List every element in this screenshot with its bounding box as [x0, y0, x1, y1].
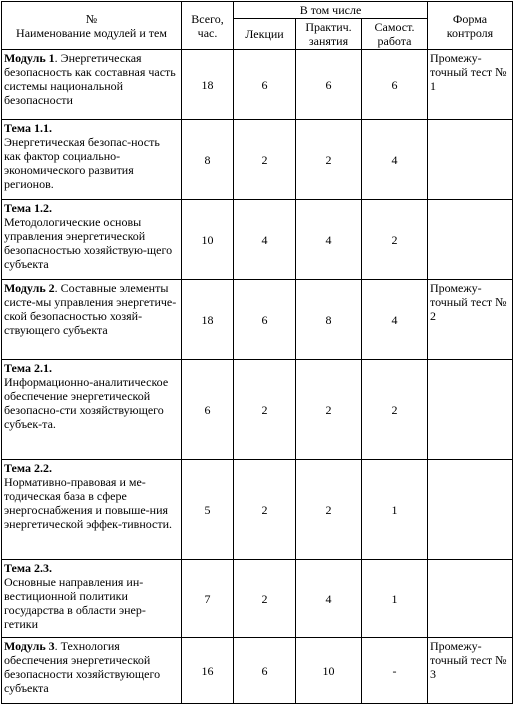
row-title: Основные направления ин-вестиционной политики государства в области энер-гетики	[4, 575, 146, 631]
table-row	[2, 460, 513, 560]
table-row	[2, 360, 513, 460]
row-total-cell	[182, 560, 234, 638]
row-lectures-cell	[234, 460, 296, 560]
table-row	[2, 50, 513, 120]
row-self-cell	[362, 460, 428, 560]
row-total-cell	[182, 638, 234, 704]
row-prefix: Тема 1.2.	[4, 201, 52, 215]
row-practice-value: 4	[325, 232, 332, 247]
row-self-value: 2	[391, 232, 398, 247]
row-practice-value: 8	[325, 312, 332, 327]
row-practice-value: 4	[325, 591, 332, 606]
row-control-cell	[428, 280, 513, 360]
row-total-value: 7	[204, 591, 211, 606]
row-control-cell	[428, 50, 513, 120]
row-lectures-cell	[234, 360, 296, 460]
row-practice-cell	[296, 460, 362, 560]
row-title: Энергетическая безопас-ность как фактор социально-экономического развития регионов.	[4, 135, 160, 191]
header-incl-cell	[234, 2, 428, 19]
row-total-value: 8	[204, 152, 211, 167]
header-practice-cell	[296, 19, 362, 50]
row-prefix: Модуль 3	[4, 639, 55, 653]
row-self-cell	[362, 360, 428, 460]
row-self-cell	[362, 560, 428, 638]
row-name-cell	[2, 638, 182, 704]
row-title: Методологические основы управления энергетической безопасностью хозяйствую-щего субъекта	[4, 215, 173, 271]
row-self-cell	[362, 120, 428, 200]
header-control-line1: Форма	[452, 11, 488, 26]
header-num-symbol: №	[85, 11, 98, 26]
row-total-cell	[182, 50, 234, 120]
row-total-value: 10	[201, 232, 214, 247]
header-self-line2: работа	[377, 34, 412, 48]
row-total-value: 16	[201, 663, 214, 678]
row-control-value: Промежу-точный тест № 1	[430, 51, 507, 93]
row-practice-value: 10	[322, 663, 335, 678]
row-control-cell	[428, 120, 513, 200]
row-lectures-cell	[234, 50, 296, 120]
header-incl: В том числе	[299, 3, 362, 17]
row-name-cell	[2, 360, 182, 460]
row-self-value: -	[392, 663, 397, 678]
row-name-cell	[2, 460, 182, 560]
row-title: . Составные элементы систе-мы управления энергетиче-ской безопасностью хозяй-ствующего субъекта	[4, 281, 177, 337]
table-row	[2, 280, 513, 360]
row-self-value: 4	[391, 312, 398, 327]
row-control-cell	[428, 200, 513, 280]
row-total-value: 18	[201, 312, 214, 327]
row-self-value: 6	[391, 77, 398, 92]
header-practice-line2: занятия	[308, 34, 349, 48]
row-name-cell	[2, 200, 182, 280]
row-total-value: 5	[204, 502, 211, 517]
row-total-cell	[182, 280, 234, 360]
row-lectures-value: 2	[261, 152, 268, 167]
row-total-cell	[182, 460, 234, 560]
header-name: Наименование модулей и тем	[16, 25, 167, 40]
row-lectures-value: 4	[261, 232, 268, 247]
row-practice-cell	[296, 280, 362, 360]
row-self-value: 4	[391, 152, 398, 167]
row-practice-cell	[296, 360, 362, 460]
row-self-cell	[362, 280, 428, 360]
row-lectures-cell	[234, 560, 296, 638]
row-total-value: 6	[204, 402, 211, 417]
row-lectures-value: 2	[261, 402, 268, 417]
row-prefix: Модуль 2	[4, 281, 55, 295]
row-practice-cell	[296, 50, 362, 120]
row-control-value: Промежу-точный тест № 3	[430, 639, 507, 681]
row-control-cell	[428, 560, 513, 638]
table-row	[2, 200, 513, 280]
row-title: Нормативно-правовая и ме-тодическая база в сфере энергоснабжения и повыше-ния энергетической эффек-тивности.	[4, 475, 173, 531]
table-row	[2, 120, 513, 200]
row-title: . Энергетическая безопасность как составная часть системы национальной безопасности	[4, 51, 176, 107]
header-name-cell	[2, 2, 182, 50]
row-total-cell	[182, 200, 234, 280]
header-self-line1: Самост.	[374, 20, 415, 34]
row-name-cell	[2, 50, 182, 120]
table-row	[2, 638, 513, 704]
row-control-value: Промежу-точный тест № 2	[430, 281, 507, 323]
header-control-line2: контроля	[446, 25, 494, 40]
row-control-cell	[428, 460, 513, 560]
row-total-cell	[182, 360, 234, 460]
header-self-cell	[362, 19, 428, 50]
row-self-value: 2	[391, 402, 398, 417]
row-prefix: Модуль 1	[4, 51, 55, 65]
row-lectures-cell	[234, 120, 296, 200]
row-self-value: 1	[391, 502, 398, 517]
row-prefix: Тема 1.1.	[4, 121, 52, 135]
row-lectures-value: 6	[261, 663, 268, 678]
row-practice-value: 2	[325, 152, 332, 167]
row-lectures-cell	[234, 280, 296, 360]
header-lectures: Лекции	[245, 27, 284, 41]
row-self-cell	[362, 638, 428, 704]
row-lectures-value: 2	[261, 502, 268, 517]
row-practice-value: 6	[325, 77, 332, 92]
row-name-cell	[2, 120, 182, 200]
row-control-cell	[428, 638, 513, 704]
header-lectures-cell	[234, 19, 296, 50]
row-practice-value: 2	[325, 402, 332, 417]
header-practice-line1: Практич.	[305, 20, 352, 34]
row-total-value: 18	[201, 77, 214, 92]
row-practice-value: 2	[325, 502, 332, 517]
curriculum-table	[1, 1, 513, 704]
row-control-cell	[428, 360, 513, 460]
row-practice-cell	[296, 200, 362, 280]
table-body	[2, 50, 513, 704]
row-self-value: 1	[391, 591, 398, 606]
row-lectures-value: 6	[261, 77, 268, 92]
row-total-cell	[182, 120, 234, 200]
row-name-cell	[2, 560, 182, 638]
row-prefix: Тема 2.3.	[4, 561, 52, 575]
row-lectures-value: 6	[261, 312, 268, 327]
row-practice-cell	[296, 638, 362, 704]
row-lectures-cell	[234, 638, 296, 704]
row-prefix: Тема 2.1.	[4, 361, 52, 375]
row-title: Информационно-аналитическое обеспечение энергетической безопасно-сти хозяйствующего субъек-та.	[4, 375, 169, 431]
header-total-line2: час.	[197, 25, 218, 40]
row-practice-cell	[296, 120, 362, 200]
row-self-cell	[362, 200, 428, 280]
header-total-cell	[182, 2, 234, 50]
header-total-line1: Всего,	[191, 11, 224, 26]
row-prefix: Тема 2.2.	[4, 461, 52, 475]
row-practice-cell	[296, 560, 362, 638]
row-lectures-value: 2	[261, 591, 268, 606]
row-lectures-cell	[234, 200, 296, 280]
header-control-cell	[428, 2, 513, 50]
table-row	[2, 560, 513, 638]
header-row	[2, 2, 513, 19]
row-title: . Технология обеспечения энергетической безопасности хозяйствующего субъекта	[4, 639, 161, 695]
row-name-cell	[2, 280, 182, 360]
row-self-cell	[362, 50, 428, 120]
